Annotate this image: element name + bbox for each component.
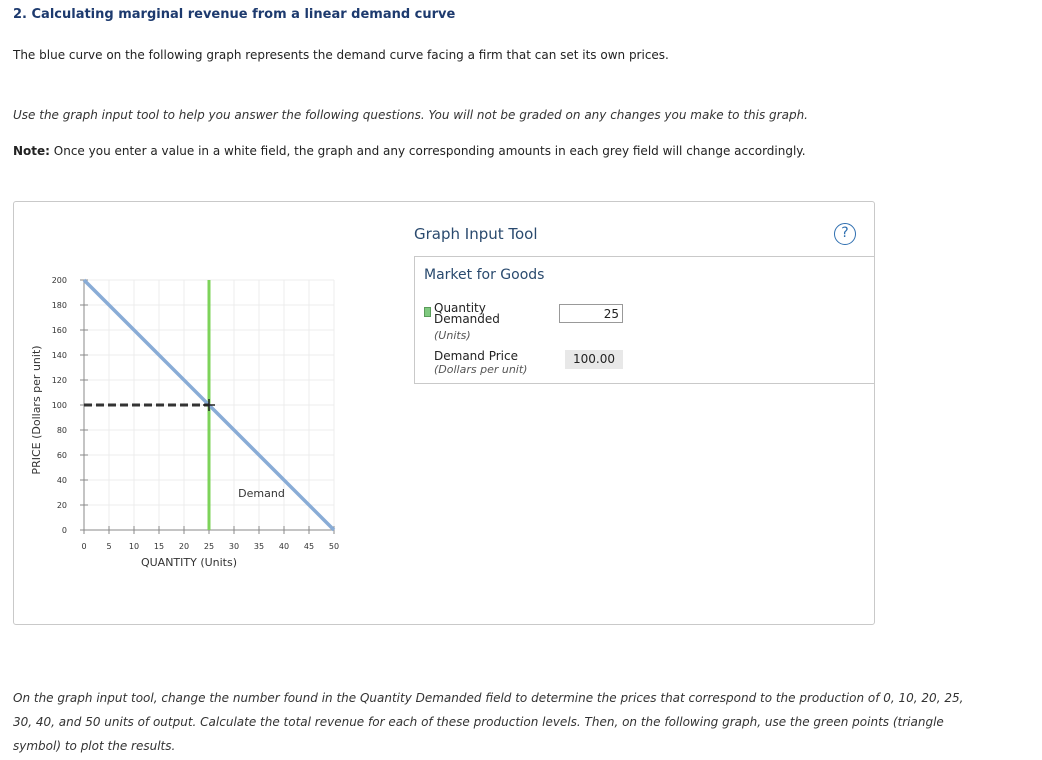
y-tick-label: 120: [51, 376, 67, 385]
input-tool-box: [414, 256, 875, 384]
demand-price-label: Demand Price: [434, 349, 518, 363]
y-tick-label: 160: [51, 326, 67, 335]
x-axis-title: QUANTITY (Units): [140, 556, 238, 569]
x-tick-label: 15: [153, 542, 165, 551]
demand-series-label: Demand: [238, 486, 285, 500]
note-label: Note:: [13, 144, 50, 158]
y-tick-label: 0: [61, 526, 67, 535]
y-tick-label: 200: [51, 276, 67, 285]
x-tick-label: 35: [253, 542, 265, 551]
quantity-demanded-input[interactable]: [559, 304, 623, 323]
y-tick-label: 100: [51, 401, 67, 410]
y-tick-label: 60: [56, 451, 67, 460]
quantity-demanded-label: Quantity Demanded: [434, 301, 500, 326]
quantity-swatch-icon: [424, 307, 431, 317]
y-tick-label: 140: [51, 351, 67, 360]
footer-instructions: On the graph input tool, change the number found in the Quantity Demanded field to determine the prices that correspond to the production of 0, 10, 20, 25, 30, 40, and 50 units of output. Calculate the total revenue for each of these production levels. Then, on the following graph, use the green points (triangle symbol) to plot the results.: [13, 691, 964, 753]
x-tick-label: 25: [203, 542, 215, 551]
y-tick-label: 80: [56, 426, 67, 435]
x-tick-label: 30: [228, 542, 240, 551]
note-text: [13, 144, 806, 158]
note-body: Once you enter a value in a white field, the graph and any corresponding amounts in each grey field will change accordingly.: [49, 144, 806, 158]
y-axis-title: PRICE (Dollars per unit): [30, 345, 43, 475]
x-tick-label: 50: [328, 542, 340, 551]
question-title: 2. Calculating marginal revenue from a linear demand curve: [13, 7, 456, 22]
intro-text: The blue curve on the following graph represents the demand curve facing a firm that can set its own prices.: [13, 48, 669, 62]
demand-chart[interactable]: [14, 202, 414, 624]
demand-price-unit-label: (Dollars per unit): [434, 363, 528, 376]
demand-price-value: 100.00: [565, 350, 623, 369]
y-tick-label: 20: [56, 501, 67, 510]
market-title: Market for Goods: [424, 267, 545, 283]
quantity-unit-label: (Units): [434, 329, 471, 342]
graph-input-tool-title: Graph Input Tool: [414, 225, 538, 243]
x-tick-label: 0: [81, 542, 87, 551]
x-tick-label: 5: [106, 542, 112, 551]
y-tick-label: 40: [56, 476, 67, 485]
graph-panel: [13, 201, 875, 625]
x-tick-label: 10: [128, 542, 140, 551]
x-tick-label: 40: [278, 542, 290, 551]
y-tick-label: 180: [51, 301, 67, 310]
help-icon[interactable]: ?: [834, 223, 856, 245]
x-tick-label: 45: [303, 542, 315, 551]
x-tick-label: 20: [178, 542, 190, 551]
instruction-text: Use the graph input tool to help you answer the following questions. You will not be graded on any changes you make to this graph.: [13, 108, 808, 122]
